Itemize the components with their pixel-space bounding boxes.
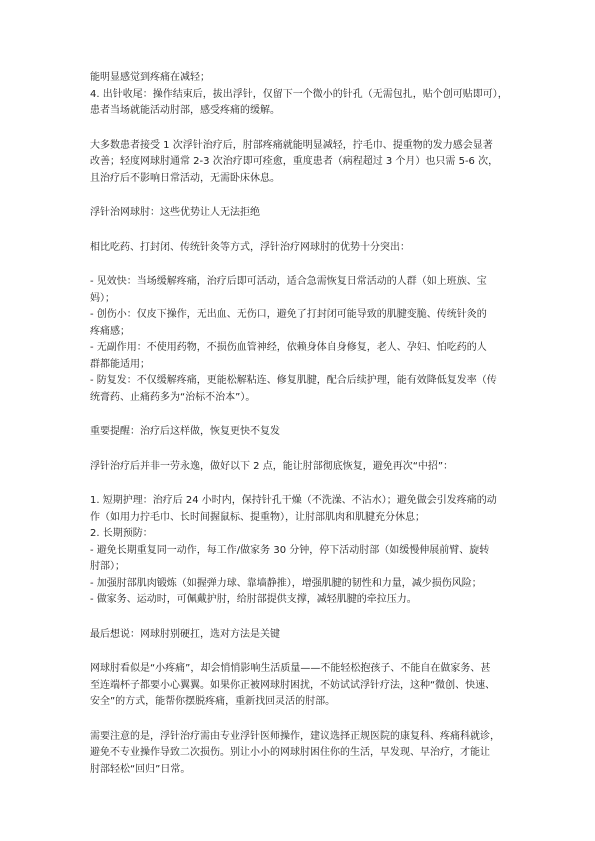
- list-item: - 见效快：当场缓解疼痛，治疗后即可活动，适合急需恢复日常活动的人群（如上班族、宝: [90, 276, 487, 287]
- list-item: - 加强肘部肌肉锻炼（如握弹力球、靠墙静推），增强肌腱的韧性和力量，减少损伤风险；: [90, 577, 482, 589]
- text-line: 大多数患者接受 1 次浮针治疗后，肘部疼痛就能明显减轻，拧毛巾、提重物的发力感会显著: [90, 139, 493, 151]
- text-line: 肘部轻松“回归”日常。: [90, 763, 191, 775]
- paragraph-treatment-effect: [90, 138, 510, 188]
- list-item: 统膏药、止痛药多为“治标不治本”）。: [90, 391, 256, 403]
- text-line: 患者当场就能活动肘部，感受疼痛的缓解。: [90, 105, 280, 116]
- list-item: 2. 长期预防：: [90, 528, 153, 539]
- list-item: - 防复发：不仅缓解疼痛，更能松解粘连、修复肌腱，配合后续护理，能有效降低复发率（传: [90, 375, 497, 386]
- text-line: 需要注意的是，浮针治疗需由专业浮针医师操作，建议选择正规医院的康复科、疼痛科就诊，: [90, 730, 500, 742]
- list-item: - 无副作用：不使用药物，不损伤血管神经，依赖身体自身修复，老人、孕妇、怕吃药的人: [90, 342, 487, 353]
- article-body: [90, 70, 510, 778]
- paragraph-reminder-intro: 浮针治疗后并非一劳永逸，做好以下 2 点，能让肘部彻底恢复，避免再次“中招”：: [90, 460, 454, 472]
- paragraph-conclusion: [90, 661, 510, 711]
- list-item: - 创伤小：仅皮下操作，无出血、无伤口，避免了打封闭可能导致的肌腱变脆、传统针灸的: [90, 309, 487, 320]
- text-line: 网球肘看似是“小疼痛”，却会悄悄影响生活质量——不能轻松抱孩子、不能自在做家务、甚: [90, 663, 491, 674]
- paragraph-notice: [90, 729, 510, 779]
- care-list: [90, 493, 510, 609]
- text-line: 且治疗后不影响日常活动，无需卧床休息。: [90, 172, 280, 184]
- list-item: 群都能适用；: [90, 358, 150, 370]
- list-item: 肘部）；: [90, 561, 125, 572]
- text-line: 避免不专业操作导致二次损伤。别让小小的网球肘困住你的生活，早发现、早治疗，才能让: [90, 747, 490, 758]
- list-item: - 避免长期重复同一动作，每工作/做家务 30 分钟，停下活动肘部（如缓慢伸展前臂、旋转: [90, 544, 490, 556]
- paragraph-comparison: 相比吃药、打封闭、传统针灸等方式，浮针治疗网球肘的优势十分突出：: [90, 241, 410, 253]
- text-line: 改善；轻度网球肘通常 2-3 次治疗即可痊愈，重度患者（病程超过 3 个月）也只需 5-6 次，: [90, 156, 499, 167]
- list-item: 妈）；: [90, 292, 115, 304]
- text-line: 4. 出针收尾：操作结束后，拔出浮针，仅留下一个微小的针孔（无需包扎，贴个创可贴即可），: [90, 88, 508, 100]
- text-line: 安全”的方式，能帮你摆脱疼痛，重新找回灵活的肘部。: [90, 696, 336, 707]
- list-item: - 做家务、运动时，可佩戴护肘，给肘部提供支撑，减轻肌腱的牵拉压力。: [90, 594, 417, 605]
- paragraph-procedure-end: [90, 70, 510, 120]
- text-line: 至连端杯子都要小心翼翼。如果你正被网球肘困扰，不妨试试浮针疗法，这种“微创、快速、: [90, 679, 496, 691]
- section-heading-advantages: 浮针治网球肘：这些优势让人无法拒绝: [90, 207, 260, 218]
- section-heading-conclusion: 最后想说：网球肘别硬扛，选对方法是关键: [90, 628, 280, 640]
- text-line: 能明显感觉到疼痛在减轻；: [90, 72, 210, 83]
- section-heading-reminder: 重要提醒：治疗后这样做，恢复更快不复发: [90, 426, 280, 437]
- advantages-list: [90, 274, 510, 406]
- list-item: 作（如用力拧毛巾、长时间握鼠标、提重物），让肘部肌肉和肌腱充分休息；: [90, 511, 425, 523]
- list-item: 疼痛感；: [90, 325, 130, 337]
- list-item: 1. 短期护理：治疗后 24 小时内，保持针孔干燥（不洗澡、不沾水）；避免做会引发疼痛的动: [90, 495, 497, 506]
